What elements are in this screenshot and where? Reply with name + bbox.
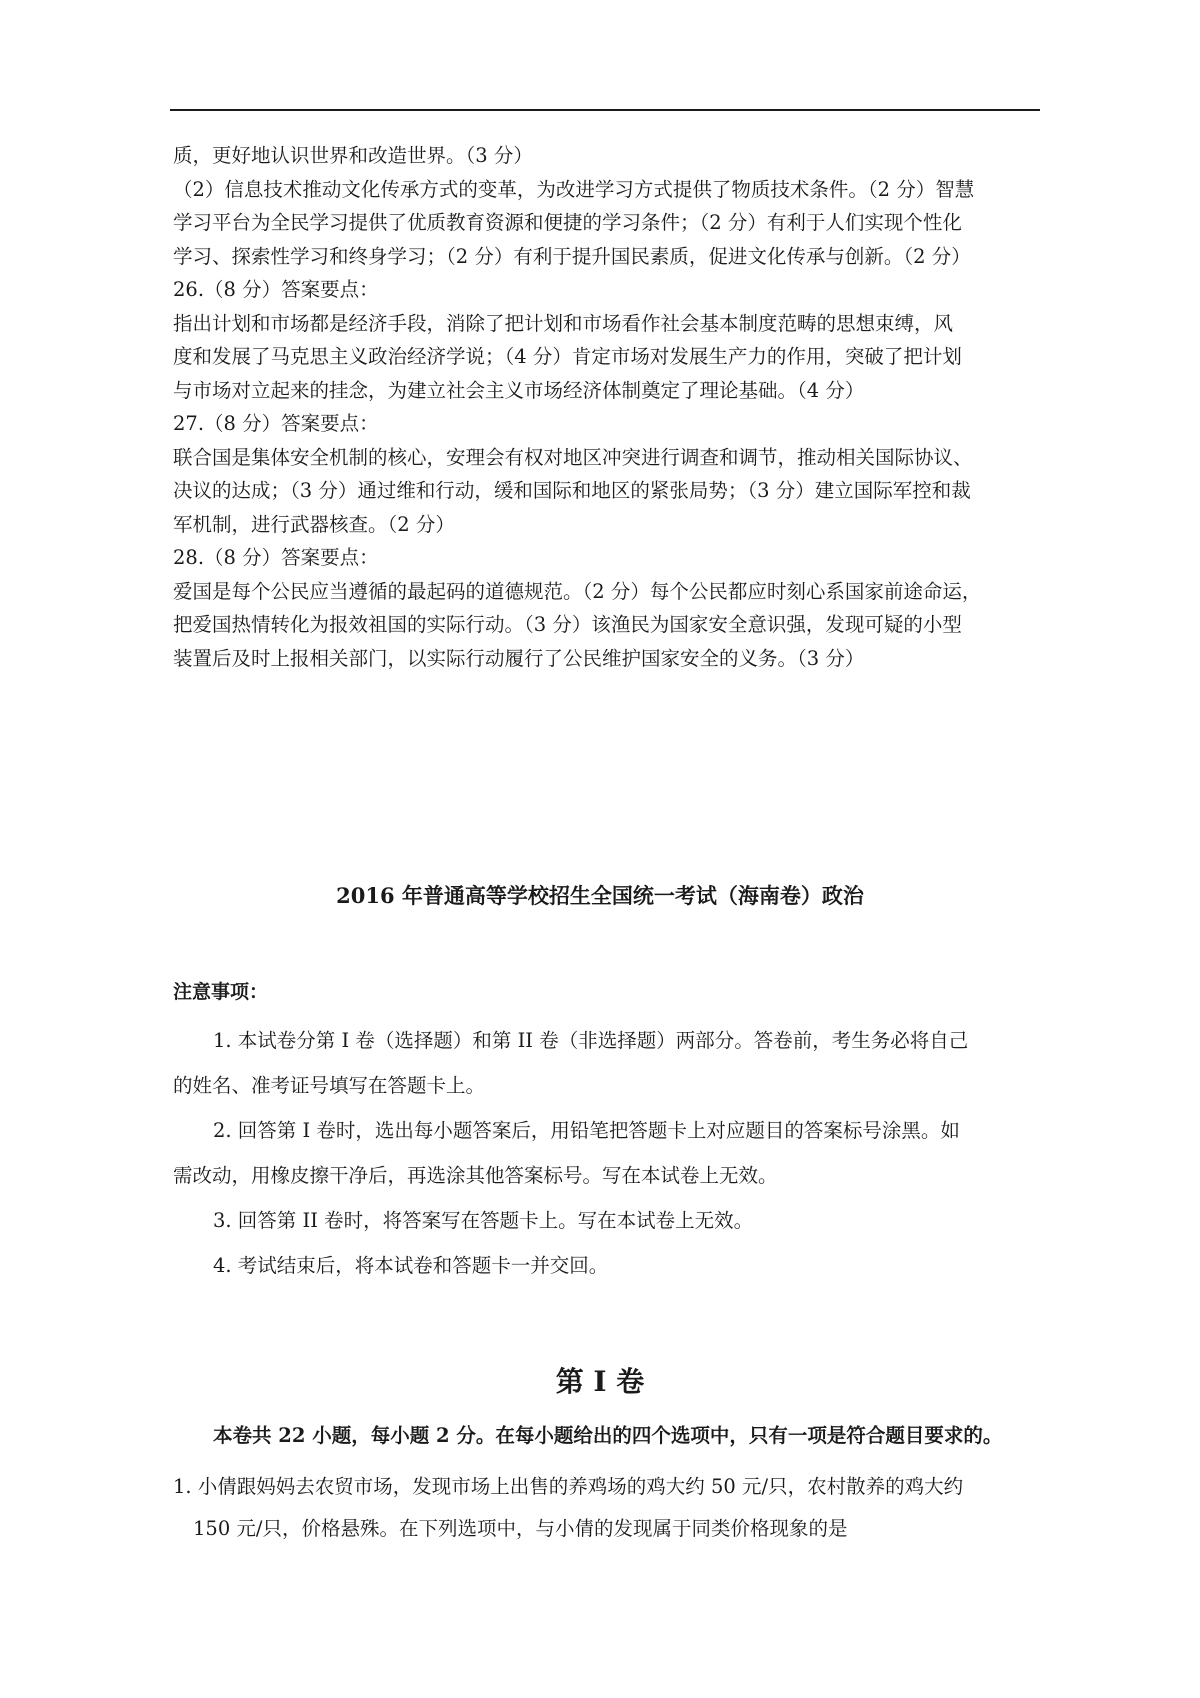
- answer-line: 军机制，进行武器核查。（2 分）: [173, 512, 455, 536]
- notice-heading: 注意事项：: [173, 981, 269, 1003]
- notice-line: 2. 回答第 I 卷时，选出每小题答案后，用铅笔把答题卡上对应题目的答案标号涂黑。如: [213, 1119, 960, 1142]
- volume-title: 第 I 卷: [555, 1365, 645, 1398]
- answer-line: 质，更好地认识世界和改造世界。（3 分）: [173, 144, 533, 167]
- notice-line: 的姓名、准考证号填写在答题卡上。: [173, 1074, 486, 1097]
- answer-line: 把爱国热情转化为报效祖国的实际行动。（3 分）该渔民为国家安全意识强，发现可疑的小型: [173, 613, 962, 636]
- notice-list: [173, 1018, 1043, 1288]
- answer-line: （2）信息技术推动文化传承方式的变革，为改进学习方式提供了物质技术条件。（2 分）智慧: [173, 177, 975, 201]
- question-1-line-2: 150 元/只，价格悬殊。在下列选项中，与小倩的发现属于同类价格现象的是: [193, 1517, 848, 1540]
- answer-line: 学习、探索性学习和终身学习；（2 分）有利于提升国民素质，促进文化传承与创新。（2 分）: [173, 244, 971, 268]
- notice-line: 3. 回答第 II 卷时，将答案写在答题卡上。写在本试卷上无效。: [213, 1209, 754, 1232]
- header-rule: [170, 109, 1040, 111]
- answer-line: 爱国是每个公民应当遵循的最起码的道德规范。（2 分）每个公民都应时刻心系国家前途命运，: [173, 579, 982, 603]
- answer-line: 学习平台为全民学习提供了优质教育资源和便捷的学习条件；（2 分）有利于人们实现个性化: [173, 211, 962, 234]
- answer-line: 与市场对立起来的挂念，为建立社会主义市场经济体制奠定了理论基础。（4 分）: [173, 378, 865, 402]
- answer-line: 28.（8 分）答案要点：: [173, 546, 379, 569]
- answer-line: 决议的达成；（3 分）通过维和行动，缓和国际和地区的紧张局势；（3 分）建立国际军控和裁: [173, 479, 971, 502]
- answer-line: 联合国是集体安全机制的核心，安理会有权对地区冲突进行调查和调节，推动相关国际协议、: [173, 445, 973, 469]
- answer-line: 装置后及时上报相关部门，以实际行动履行了公民维护国家安全的义务。（3 分）: [173, 646, 865, 670]
- notice-line: 4. 考试结束后，将本试卷和答题卡一并交回。: [213, 1254, 609, 1277]
- notice-line: 1. 本试卷分第 I 卷（选择题）和第 II 卷（非选择题）两部分。答卷前，考生务必将自己: [213, 1029, 969, 1052]
- section-instruction: 本卷共 22 小题，每小题 2 分。在每小题给出的四个选项中，只有一项是符合题目要求的。: [213, 1424, 1003, 1447]
- answer-line: 26.（8 分）答案要点：: [173, 278, 379, 301]
- answer-line: 27.（8 分）答案要点：: [173, 412, 379, 435]
- answer-key-section: [173, 139, 1043, 675]
- question-1-line-1: 1. 小倩跟妈妈去农贸市场，发现市场上出售的养鸡场的鸡大约 50 元/只，农村散养的鸡大约: [173, 1475, 964, 1498]
- answer-line: 指出计划和市场都是经济手段，消除了把计划和市场看作社会基本制度范畴的思想束缚，风: [173, 311, 954, 335]
- notice-line: 需改动，用橡皮擦干净后，再选涂其他答案标号。写在本试卷上无效。: [173, 1164, 778, 1187]
- exam-title: 2016 年普通高等学校招生全国统一考试（海南卷）政治: [336, 883, 864, 908]
- answer-line: 度和发展了马克思主义政治经济学说；（4 分）肯定市场对发展生产力的作用，突破了把计划: [173, 345, 962, 368]
- question-1: [173, 1466, 963, 1550]
